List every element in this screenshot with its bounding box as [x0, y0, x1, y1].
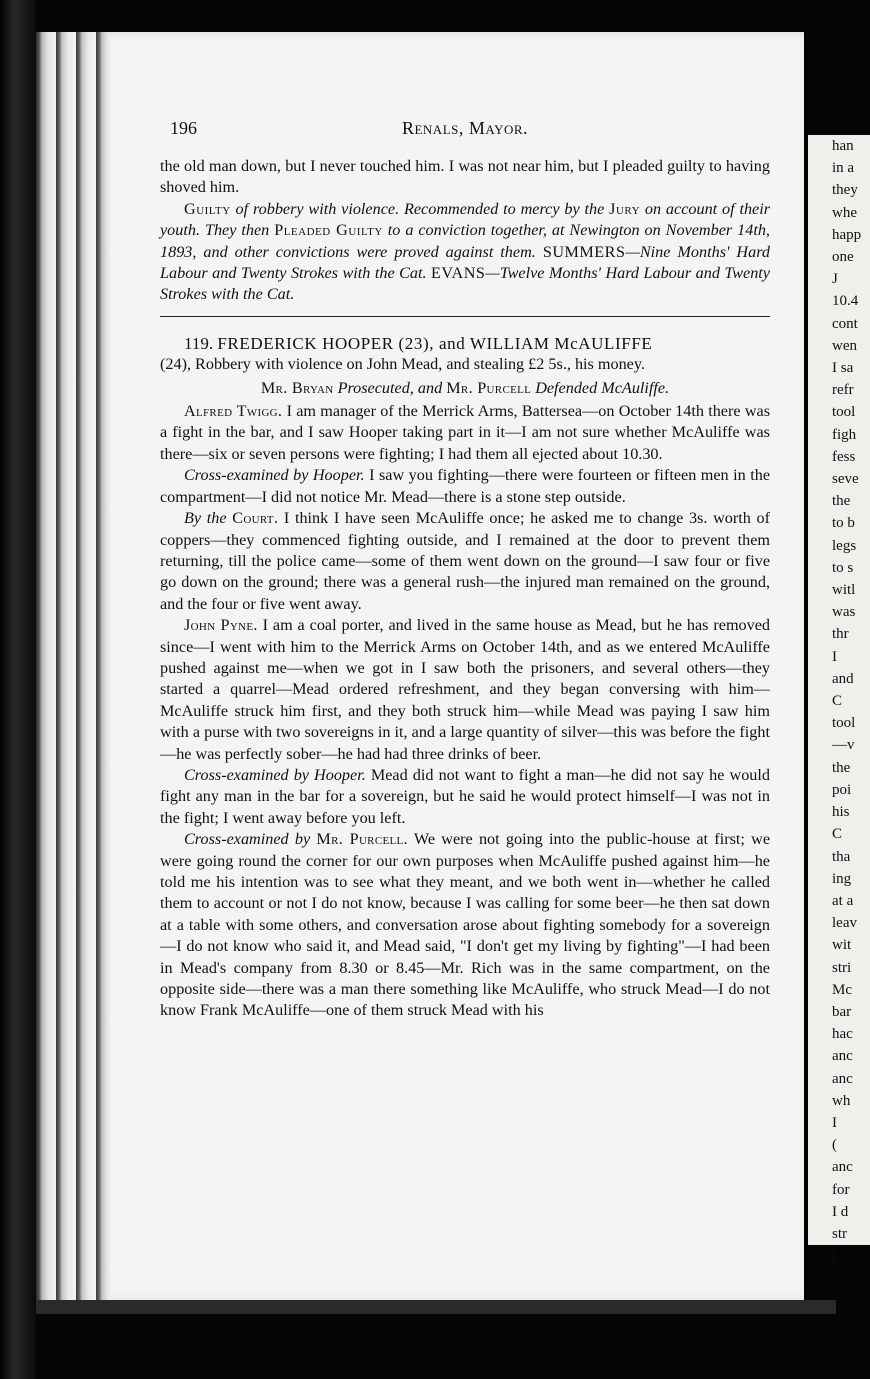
facing-page-line: —v — [832, 737, 855, 754]
testimony-speaker: John Pyne. — [184, 616, 258, 635]
running-head — [160, 112, 770, 144]
testimony-paragraph — [160, 465, 770, 508]
facing-page-line: poi — [832, 781, 852, 798]
facing-page-line: and — [832, 670, 854, 687]
facing-page-line: whe — [832, 204, 857, 221]
testimony-speaker-prefix: By the — [184, 509, 227, 528]
testimony-speaker-prefix: Cross-examined by — [184, 830, 311, 849]
facing-page-line: legs — [832, 537, 857, 554]
case-divider — [160, 316, 770, 317]
case-charge: (24), Robbery with violence on John Mead, and stealing £2 5s., his money. — [160, 355, 645, 374]
running-title: Renals, Mayor. — [401, 118, 529, 138]
facing-page-line: wit — [832, 937, 852, 954]
testimony-speaker: Cross-examined by Hooper. — [184, 765, 366, 784]
facing-page-line: I — [832, 648, 837, 665]
facing-page-line: tool — [832, 715, 856, 732]
facing-page-line: they — [832, 182, 858, 199]
testimony-text: We were not going into the public-house at first; we were going round the corner for our own purposes when McAuliffe pushed against him—he told me his intention was to see what they meant, and we both went in—whether he called them to account or not I do not know, because I was calling for some beer—he then sat down at a table with some others, and conversation arose about fighting somebody for a sovereign—I do not know who said it, and Mead said, "I don't get my living by fighting"—I had been in Mead's company from 8.30 or 8.45—Mr. Rich was in the same compartment, on the opposite side—there was a man there something like McAuliffe, who struck Mead—I do not know Frank McAuliffe—one of them struck Mead with his — [160, 830, 771, 1020]
testimony-paragraph — [160, 508, 770, 615]
facing-page-line: anc — [832, 1159, 853, 1176]
facing-page-line: han — [832, 138, 854, 154]
testimony-paragraph — [160, 765, 770, 829]
facing-page-line: ( — [832, 1248, 837, 1265]
verdict-guilty: Guilty — [184, 199, 231, 218]
facing-page-line: happ — [832, 226, 862, 243]
facing-page-line: his — [832, 804, 850, 821]
facing-page-line: I d — [832, 1203, 849, 1220]
facing-page-line: C — [832, 826, 843, 843]
case-heading — [160, 333, 770, 354]
continuation-paragraph: the old man down, but I never touched him. I was not near him, but I pleaded guilty to having shoved him. — [160, 157, 770, 197]
facing-page-line: cont — [832, 315, 858, 332]
facing-page-line: ing — [832, 870, 852, 887]
facing-page-line: wh — [832, 1092, 851, 1109]
testimony-paragraph — [160, 829, 770, 1022]
facing-page-line: tha — [832, 848, 851, 865]
page-number: 196 — [170, 118, 197, 138]
counsel-prosecution: Mr. Bryan — [260, 378, 334, 397]
facing-page-fragment — [808, 135, 870, 1265]
facing-page-line: at a — [832, 892, 854, 909]
verdict-summers: SUMMERS — [542, 242, 626, 261]
testimony-paragraph — [160, 401, 770, 465]
facing-page-line: hac — [832, 1026, 853, 1043]
facing-page-line: for — [832, 1181, 850, 1198]
facing-page-line: Mc — [832, 981, 852, 998]
testimony-paragraph — [160, 615, 770, 765]
facing-page-line: refr — [832, 382, 854, 399]
testimony-speaker: Alfred Twigg. — [184, 402, 283, 421]
facing-page-line: the — [832, 759, 851, 776]
verdict-evans: EVANS — [431, 264, 486, 283]
facing-page-line: anc — [832, 1070, 853, 1087]
facing-page-line: fess — [832, 448, 856, 465]
facing-page-line: seve — [832, 471, 859, 488]
verdict-pleaded: Pleaded Guilty — [274, 221, 383, 240]
page-edge-shadow — [36, 1300, 836, 1314]
facing-page-line: 10.4 — [832, 293, 859, 310]
facing-page-line: I sa — [832, 360, 854, 377]
facing-page-line: thr — [832, 626, 849, 643]
facing-page-line: one — [832, 249, 854, 266]
facing-page-line: J — [832, 271, 838, 288]
testimony-speaker: Mr. Purcell. — [316, 830, 408, 849]
verdict-evans-sentence: —Twelve Months' Hard Labour and Twenty Strokes with the Cat. — [160, 264, 770, 304]
counsel-defence: Mr. Purcell — [446, 378, 532, 397]
counsel-line — [160, 378, 770, 399]
verdict-text-1: of robbery with violence. Recommended to mercy by the — [235, 199, 605, 218]
facing-page-line: stri — [832, 959, 852, 976]
facing-page-line: I — [832, 1114, 837, 1131]
verdict-jury: Jury — [609, 199, 641, 218]
facing-page-line: str — [832, 1225, 847, 1242]
case-number: 119. — [184, 333, 214, 353]
facing-page-line: ( — [832, 1137, 837, 1154]
testimony-text: Mead did not want to fight a man—he did not say he would fight any man in the bar for a sovereign, but he said he would protect himself—I was not in the fight; I went away before you left. — [160, 765, 770, 827]
facing-page-line: tool — [832, 404, 856, 421]
verdict-paragraph — [160, 199, 770, 306]
case-defendants: FREDERICK HOOPER (23), and WILLIAM McAULIFFE — [217, 333, 653, 353]
testimony-text: I saw you fighting—there were fourteen or fifteen men in the compartment—I did not notice Mr. Mead—there is a stone step outside. — [160, 466, 771, 506]
facing-page-line: in a — [832, 160, 855, 177]
facing-page-line: C — [832, 693, 843, 710]
facing-page-line: to s — [832, 559, 854, 576]
facing-page-line: was — [832, 604, 856, 621]
page-gutter — [36, 32, 110, 1302]
testimony-speaker: Court. — [232, 509, 279, 528]
facing-page-line: the — [832, 493, 851, 510]
facing-page-line: anc — [832, 1048, 853, 1065]
facing-page-line: leav — [832, 915, 857, 932]
testimony-text: I am manager of the Merrick Arms, Battersea—on October 14th there was a fight in the bar, and I saw Hooper taking part in it—I am not sure whether McAuliffe was there—six or seven persons were fighting; I had them all ejected about 10.30. — [160, 402, 770, 463]
testimony-speaker: Cross-examined by Hooper. — [184, 466, 365, 485]
verdict-text-3: to a conviction together, at Newington on November 14th, 1893, and other convictions were proved against them. — [160, 221, 770, 261]
facing-page-line: bar — [832, 1003, 852, 1020]
book-spine — [0, 0, 36, 1379]
counsel-prosecution-role: Prosecuted, and — [337, 378, 443, 397]
verdict-summers-sentence: —Nine Months' Hard Labour and Twenty Strokes with the Cat. — [160, 242, 771, 283]
facing-page-line: wen — [832, 337, 857, 354]
counsel-defence-role: Defended McAuliffe. — [535, 378, 670, 397]
testimony-text: I am a coal porter, and lived in the same house as Mead, but he has removed since—I went with him to the Merrick Arms on October 14th, and as we entered McAuliffe pushed against me—when we got in I saw both the prisoners, and several others—they started a quarrel—Mead ordered refreshment, and they began conversing with him—McAuliffe struck him first, and they both struck him—while Mead was paying I saw him with a purse with two sovereigns in it, and a large quantity of silver—this was before the fight—he was perfectly sober—he had had three drinks of beer. — [160, 616, 770, 763]
testimony-text: I think I have seen McAuliffe once; he asked me to change 3s. worth of coppers—they commenced fighting outside, and I remained at the door to prevent them returning, till the police came—some of them went down on the ground—I saw four or five go down on the ground; there was a general rush—the injured man remained on the ground, and the four or five went away. — [160, 509, 771, 613]
facing-page-line: figh — [832, 426, 857, 443]
page-text — [160, 112, 770, 1022]
facing-page-line: to b — [832, 515, 855, 532]
facing-page-line: witl — [832, 582, 856, 599]
verdict-text-2: on account of their youth. They then — [160, 199, 771, 240]
